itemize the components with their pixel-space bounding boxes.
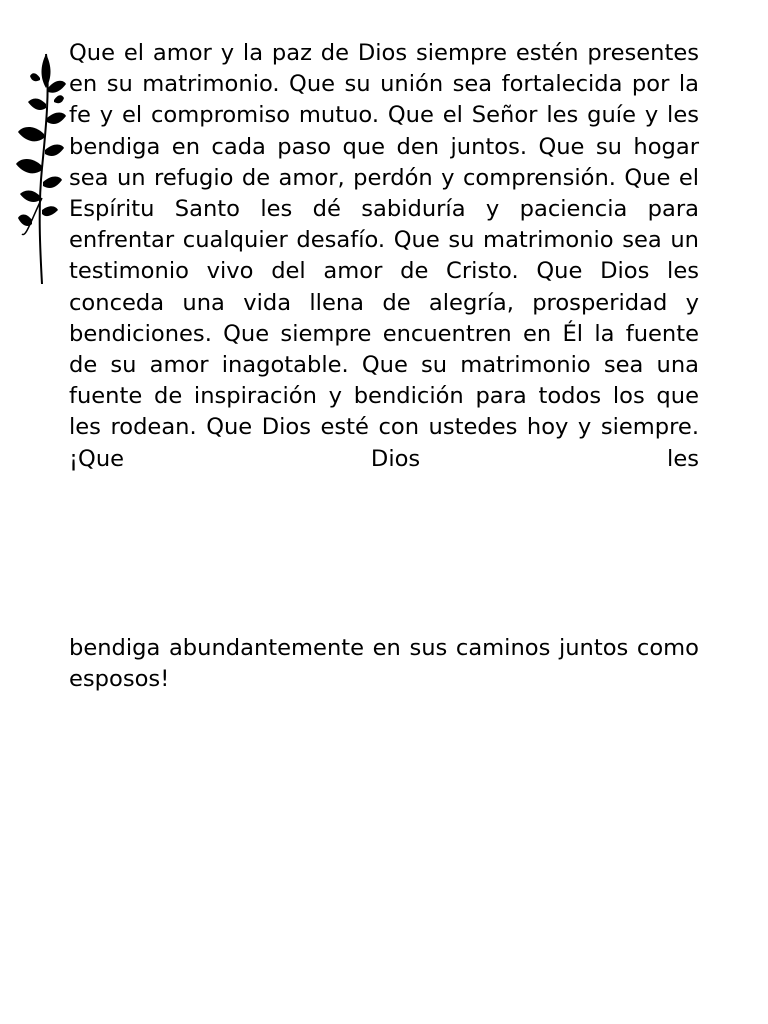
leafy-branch-icon	[6, 48, 68, 288]
closing-paragraph: bendiga abundantemente en sus caminos juntos como esposos!	[69, 635, 699, 693]
body-paragraph: Que el amor y la paz de Dios siempre estén presentes en su matrimonio. Que su unión sea fortalecida por la fe y el compromiso mutuo. Que el Señor les guíe y les bendiga en cada paso que den juntos. Que su hogar sea un refugio de amor, perdón y comprensión. Que el Espíritu Santo les dé sabiduría y paciencia para enfrentar cualquier desafío. Que su matrimonio sea un testimonio vivo del amor de Cristo. Que Dios les conceda una vida llena de alegría, prosperidad y bendiciones. Que siempre encuentren en Él la fuente de su amor inagotable. Que su matrimonio sea una fuente de inspiración y bendición para todos los que les rodean. Que Dios esté con ustedes hoy y siempre. ¡Que Dios les	[69, 40, 699, 472]
